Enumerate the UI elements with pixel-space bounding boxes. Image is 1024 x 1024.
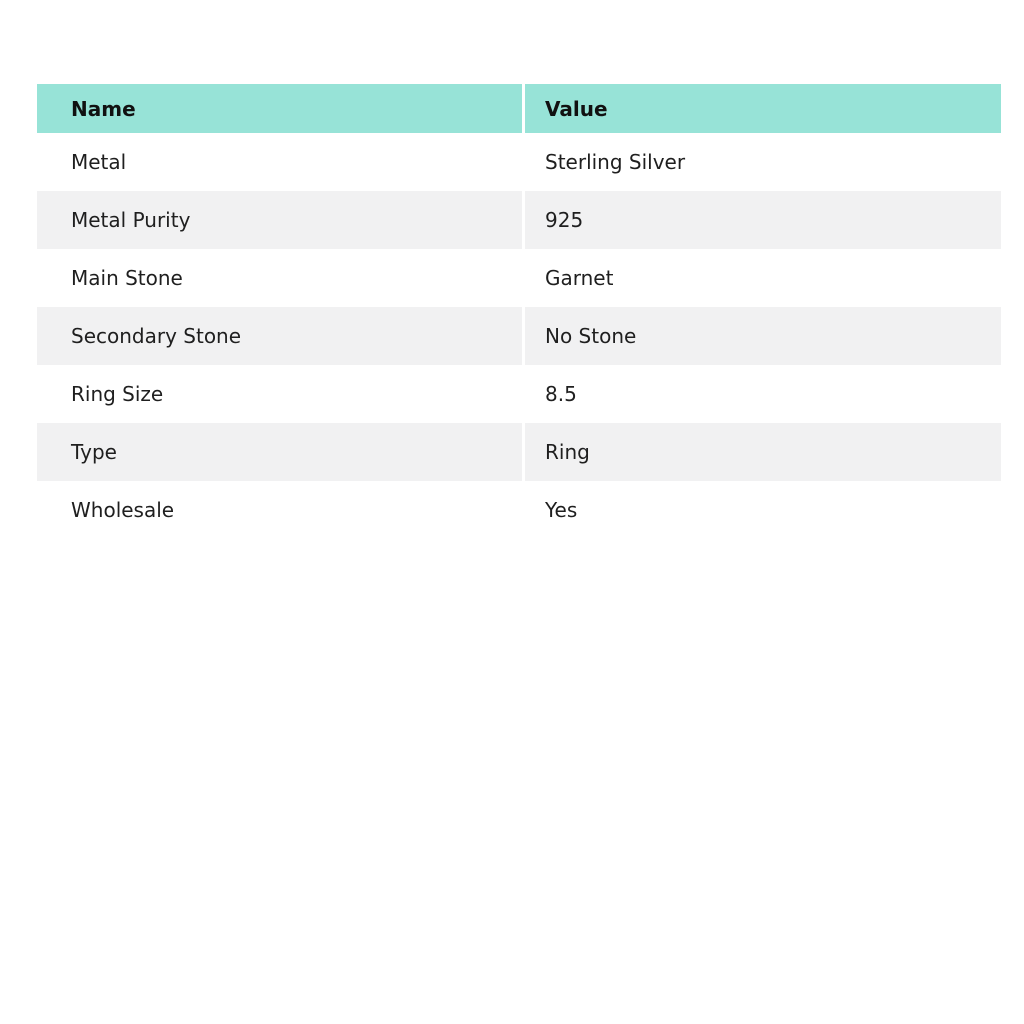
column-header-value: Value: [525, 84, 1001, 133]
spec-value-cell: No Stone: [525, 307, 1001, 365]
table-row: [37, 423, 1001, 481]
spec-value-cell: 8.5: [525, 365, 1001, 423]
column-header-name: Name: [37, 84, 525, 133]
spec-name-cell: Metal Purity: [37, 191, 525, 249]
table-row: [37, 365, 1001, 423]
table-row: [37, 191, 1001, 249]
spec-value-cell: 925: [525, 191, 1001, 249]
table-body: [37, 133, 1001, 539]
table-header: [37, 84, 1001, 133]
spec-value-cell: Yes: [525, 481, 1001, 539]
spec-name-cell: Metal: [37, 133, 525, 191]
product-specs-table: [37, 84, 1001, 539]
spec-name-cell: Type: [37, 423, 525, 481]
table-header-row: [37, 84, 1001, 133]
table-row: [37, 249, 1001, 307]
table-row: [37, 133, 1001, 191]
table-row: [37, 307, 1001, 365]
spec-name-cell: Secondary Stone: [37, 307, 525, 365]
spec-value-cell: Ring: [525, 423, 1001, 481]
spec-name-cell: Wholesale: [37, 481, 525, 539]
spec-name-cell: Ring Size: [37, 365, 525, 423]
spec-name-cell: Main Stone: [37, 249, 525, 307]
table-row: [37, 481, 1001, 539]
spec-value-cell: Garnet: [525, 249, 1001, 307]
spec-value-cell: Sterling Silver: [525, 133, 1001, 191]
